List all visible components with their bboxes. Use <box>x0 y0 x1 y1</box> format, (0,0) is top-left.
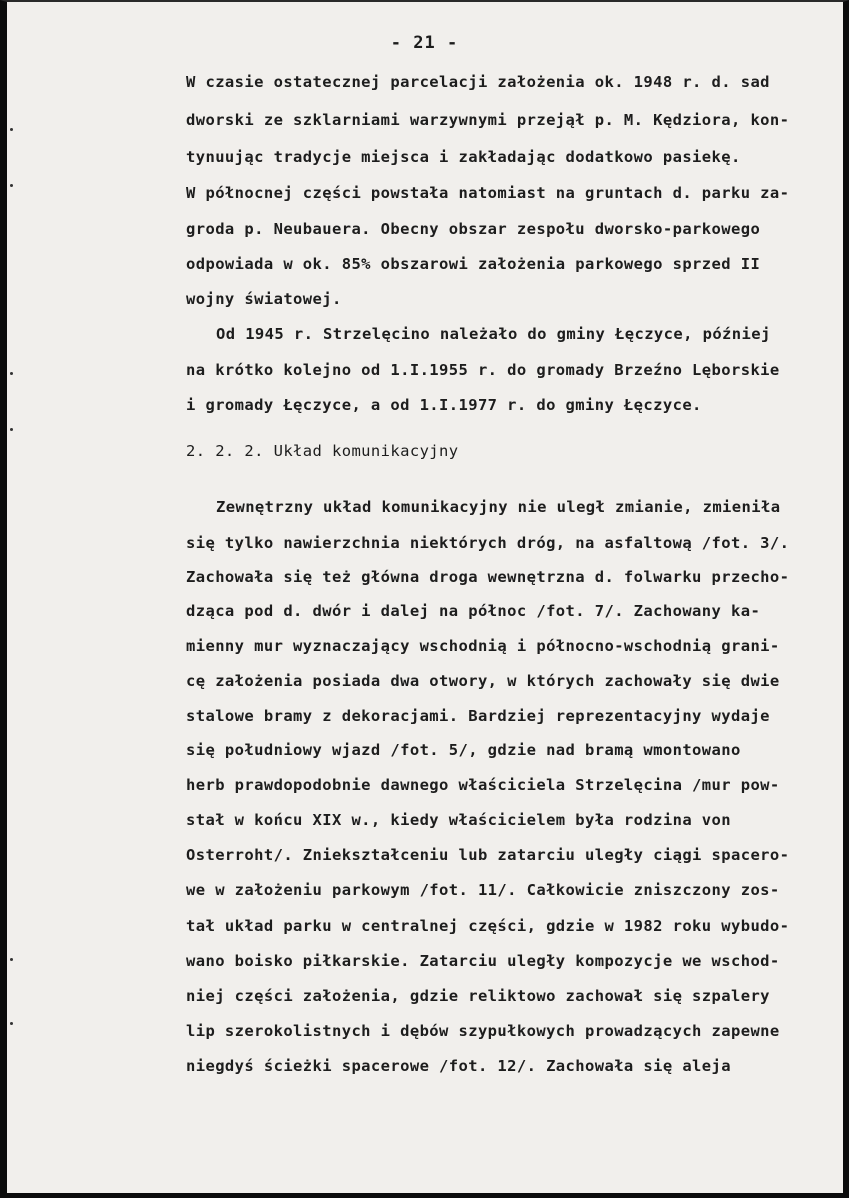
margin-dot <box>10 128 13 131</box>
text-line: niej części założenia, gdzie reliktowo zachował się szpalery <box>186 987 770 1005</box>
text-line: Zewnętrzny układ komunikacyjny nie uległ zmianie, zmieniła <box>216 498 781 516</box>
text-line: dząca pod d. dwór i dalej na północ /fot. 7/. Zachowany ka- <box>186 602 761 620</box>
text-line: W czasie ostatecznej parcelacji założenia ok. 1948 r. d. sad <box>186 73 770 91</box>
text-line: stał w końcu XIX w., kiedy właścicielem była rodzina von <box>186 811 731 829</box>
text-line: dworski ze szklarniami warzywnymi przejął p. M. Kędziora, kon- <box>186 111 790 129</box>
text-line: wano boisko piłkarskie. Zatarciu uległy kompozycje we wschod- <box>186 952 780 970</box>
text-line: mienny mur wyznaczający wschodnią i północno-wschodnią grani- <box>186 637 780 655</box>
text-line: tynuując tradycje miejsca i zakładając dodatkowo pasiekę. <box>186 148 741 166</box>
text-line: Zachowała się też główna droga wewnętrzna d. folwarku przecho- <box>186 568 790 586</box>
text-line: niegdyś ścieżki spacerowe /fot. 12/. Zachowała się aleja <box>186 1057 731 1075</box>
margin-dot <box>10 372 13 375</box>
page-number: - 21 - <box>390 33 459 53</box>
text-line: stalowe bramy z dekoracjami. Bardziej reprezentacyjny wydaje <box>186 707 770 725</box>
section-heading: 2. 2. 2. Układ komunikacyjny <box>186 442 459 460</box>
text-line: odpowiada w ok. 85% obszarowi założenia parkowego sprzed II <box>186 255 761 273</box>
text-line: tał układ parku w centralnej części, gdzie w 1982 roku wybudo- <box>186 917 790 935</box>
text-line: na krótko kolejno od 1.I.1955 r. do gromady Brzeźno Lęborskie <box>186 361 780 379</box>
text-line: Od 1945 r. Strzelęcino należało do gminy Łęczyce, później <box>216 325 771 343</box>
margin-dot <box>10 958 13 961</box>
text-line: Osterroht/. Zniekształceniu lub zatarciu uległy ciągi spacero- <box>186 846 790 864</box>
text-line: wojny światowej. <box>186 290 342 308</box>
text-line: groda p. Neubauera. Obecny obszar zespołu dworsko-parkowego <box>186 220 761 238</box>
text-line: cę założenia posiada dwa otwory, w których zachowały się dwie <box>186 672 780 690</box>
margin-dot <box>10 428 13 431</box>
text-line: herb prawdopodobnie dawnego właściciela Strzelęcina /mur pow- <box>186 776 780 794</box>
text-line: we w założeniu parkowym /fot. 11/. Całkowicie zniszczony zos- <box>186 881 780 899</box>
text-line: W północnej części powstała natomiast na gruntach d. parku za- <box>186 184 790 202</box>
margin-dot <box>10 1022 13 1025</box>
text-line: lip szerokolistnych i dębów szypułkowych prowadzących zapewne <box>186 1022 780 1040</box>
text-line: się tylko nawierzchnia niektórych dróg, na asfaltową /fot. 3/. <box>186 534 790 552</box>
margin-dot <box>10 184 13 187</box>
text-line: się południowy wjazd /fot. 5/, gdzie nad bramą wmontowano <box>186 741 741 759</box>
text-line: i gromady Łęczyce, a od 1.I.1977 r. do gminy Łęczyce. <box>186 396 702 414</box>
